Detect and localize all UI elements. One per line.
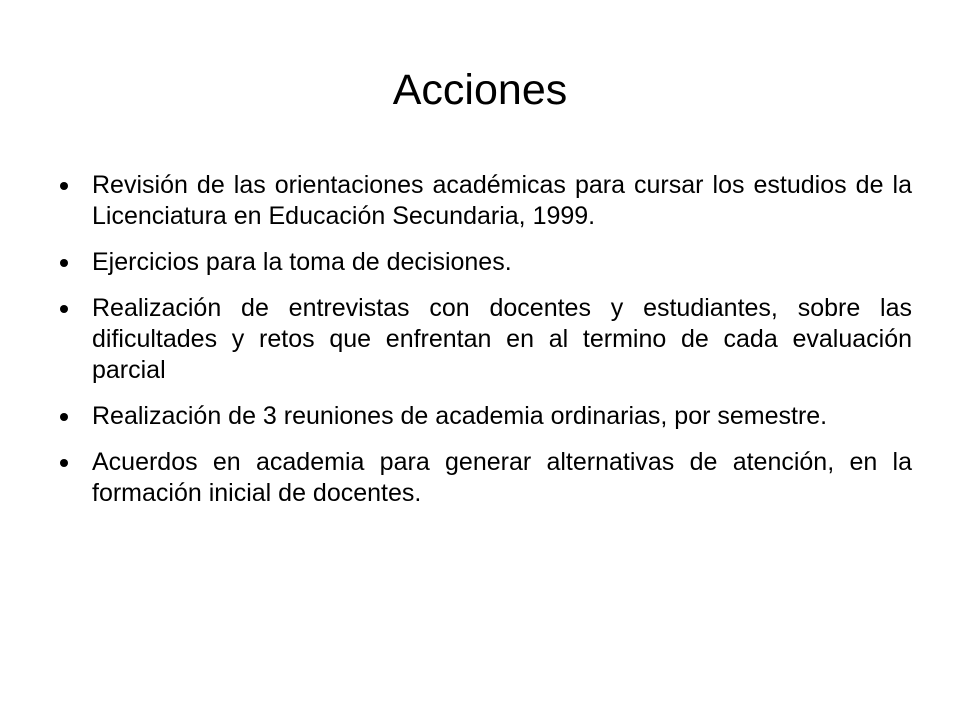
bullet-text: Realización de 3 reuniones de academia ordinarias, por semestre. <box>92 402 828 430</box>
bullet-text: Acuerdos en academia para generar alternativas de atención, en la formación inicial de docentes. <box>92 448 912 507</box>
bullet-dot-icon <box>60 305 68 313</box>
bullet-item <box>60 401 912 432</box>
bullet-dot-icon <box>60 259 68 267</box>
bullet-dot-icon <box>60 182 68 190</box>
bullet-dot-icon <box>60 459 68 467</box>
bullet-text: Revisión de las orientaciones académicas para cursar los estudios de la Licenciatura en Educación Secundaria, 1999. <box>92 171 912 230</box>
slide-title: Acciones <box>392 66 568 114</box>
bullet-dot-icon <box>60 413 68 421</box>
bullet-item <box>60 293 912 386</box>
bullet-list <box>60 170 912 509</box>
bullet-item <box>60 170 912 232</box>
bullet-item <box>60 247 912 278</box>
bullet-item <box>60 447 912 509</box>
bullet-text: Ejercicios para la toma de decisiones. <box>92 248 512 276</box>
bullet-text: Realización de entrevistas con docentes y estudiantes, sobre las dificultades y retos que enfrentan en al termino de cada evaluación parcial <box>92 294 912 384</box>
